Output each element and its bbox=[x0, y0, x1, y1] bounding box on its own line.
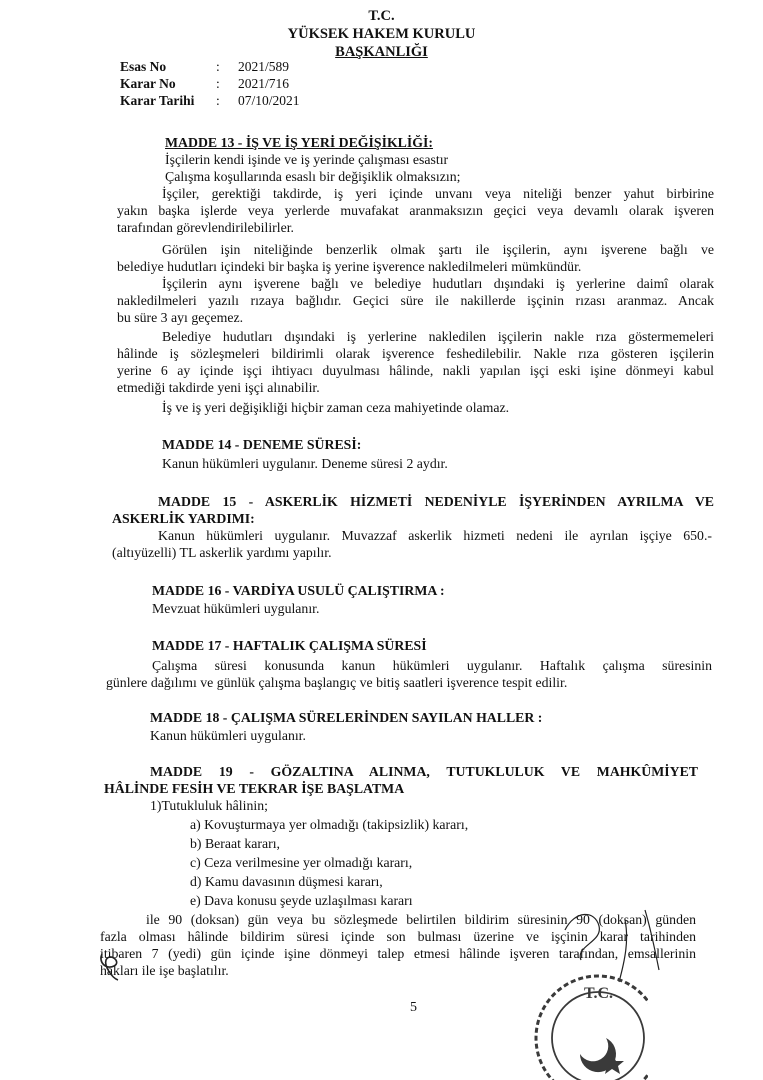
article-19-item-c: c) Ceza verilmesine yer olmadığı kararı, bbox=[190, 855, 413, 870]
article-13-line: hâlinde iş sözleşmeleri bildirimli olarak işverence feshedilebilir. Nakle rıza gösteren işçilerin bbox=[117, 346, 714, 361]
meta-key: Karar Tarihi bbox=[120, 93, 195, 108]
article-17-line: günlere dağılımı ve günlük çalışma başlangıç ve bitiş saatleri işverence tespit edilir. bbox=[106, 675, 568, 690]
article-17-title: MADDE 17 - HAFTALIK ÇALIŞMA SÜRESİ bbox=[152, 638, 427, 653]
header-institution: YÜKSEK HAKEM KURULU bbox=[287, 26, 476, 42]
handwritten-mark bbox=[96, 948, 136, 984]
article-19-item-e: e) Dava konusu şeyde uzlaşılması kararı bbox=[190, 893, 413, 908]
article-14-title: MADDE 14 - DENEME SÜRESİ: bbox=[162, 437, 362, 452]
article-13-line: nakledilmeleri yazılı rızaya bağlıdır. Geçici süre ile nakillerde işçinin rızası aranmaz. Ancak bbox=[117, 293, 714, 308]
article-13-line: İşçilerin kendi işinde ve iş yerinde çalışması esastır bbox=[165, 152, 449, 167]
meta-sep: : bbox=[216, 93, 220, 108]
article-13-line: Görülen işin niteliğinde benzerlik olmak şartı ile işçilerin, aynı işverene bağlı ve bbox=[162, 242, 714, 257]
article-19-paragraph-line: hakları ile işe başlatılır. bbox=[100, 963, 229, 978]
article-19-title: MADDE 19 - GÖZALTINA ALINMA, TUTUKLULUK VE MAHKÛMİYET bbox=[150, 764, 698, 779]
meta-row-karar bbox=[120, 75, 300, 92]
article-13-line: Belediye hudutları dışındaki iş yerlerine nakledilen işçilerin nakle rıza göstermemeleri bbox=[162, 329, 714, 344]
article-13-line: tarafından görevlendirilebilirler. bbox=[117, 220, 294, 235]
article-19-item-d: d) Kamu davasının düşmesi kararı, bbox=[190, 874, 383, 889]
article-13-line: bu süre 3 ayı geçemez. bbox=[117, 310, 244, 325]
page-number: 5 bbox=[410, 1000, 417, 1015]
article-15-title: MADDE 15 - ASKERLİK HİZMETİ NEDENİYLE İŞYERİNDEN AYRILMA VE bbox=[158, 494, 714, 509]
article-19-paragraph-line: itibaren 7 (yedi) gün içinde işine dönmeyi talep etmesi hâlinde işveren tarafından, emsallerinin bbox=[100, 946, 696, 961]
article-19-paragraph-line: fazla olması hâlinde bildirim süresi içinde son bulması üzerine ve işçinin karar tarihinden bbox=[100, 929, 696, 944]
meta-value: 07/10/2021 bbox=[238, 93, 300, 108]
article-15-line: Kanun hükümleri uygulanır. Muvazzaf askerlik hizmeti nedeni ile ayrılan işçiye 650.- bbox=[158, 528, 712, 543]
meta-key: Esas No bbox=[120, 59, 167, 74]
article-19-item-a: a) Kovuşturmaya yer olmadığı (takipsizlik) kararı, bbox=[190, 817, 469, 832]
article-19-line: 1)Tutukluluk hâlinin; bbox=[150, 798, 268, 813]
meta-row-esas bbox=[120, 58, 300, 75]
article-19-item-b: b) Beraat kararı, bbox=[190, 836, 281, 851]
article-13-line: yakın başka işlerde veya yerlerde muvafakat aranmaksızın geçici veya devamlı olarak işveren bbox=[117, 203, 714, 218]
article-13-line: İşçiler, gerektiği takdirde, iş yeri içinde unvanı veya niteliği benzer yahut birbirine bbox=[162, 186, 714, 201]
meta-value: 2021/589 bbox=[238, 59, 290, 74]
article-13-line: Çalışma koşullarında esaslı bir değişiklik olmaksızın; bbox=[165, 169, 461, 184]
article-13-line: etmediği takdirde yeni işçi alınabilir. bbox=[117, 380, 320, 395]
article-19-paragraph-line: ile 90 (doksan) gün veya bu sözleşmede belirtilen bildirim süresinin 90 (doksan) günden bbox=[146, 912, 696, 927]
article-14-line: Kanun hükümleri uygulanır. Deneme süresi 2 aydır. bbox=[162, 456, 448, 471]
article-16-title: MADDE 16 - VARDİYA USULÜ ÇALIŞTIRMA : bbox=[152, 583, 445, 598]
article-13-line: belediye hudutları içindeki bir başka iş yerine işverence nakledilmeleri mümkündür. bbox=[117, 259, 582, 274]
meta-sep: : bbox=[216, 76, 220, 91]
meta-key: Karar No bbox=[120, 76, 176, 91]
article-16-line: Mevzuat hükümleri uygulanır. bbox=[152, 601, 320, 616]
header-department: BAŞKANLIĞI bbox=[335, 44, 428, 60]
header-tc: T.C. bbox=[368, 8, 395, 24]
article-19-title-cont: HÂLİNDE FESİH VE TEKRAR İŞE BAŞLATMA bbox=[104, 781, 405, 796]
article-17-line: Çalışma süresi konusunda kanun hükümleri uygulanır. Haftalık çalışma süresinin bbox=[152, 658, 712, 673]
article-13-line: İş ve iş yeri değişikliği hiçbir zaman ceza mahiyetinde olamaz. bbox=[162, 400, 510, 415]
meta-sep: : bbox=[216, 59, 220, 74]
article-13-line: İşçilerin aynı işverene bağlı ve belediye hudutları dışındaki iş yerlerine daimî olarak bbox=[162, 276, 714, 291]
seal-text: T.C. bbox=[584, 985, 614, 1002]
article-15-title-cont: ASKERLİK YARDIMI: bbox=[112, 511, 255, 526]
article-13-title: MADDE 13 - İŞ VE İŞ YERİ DEĞİŞİKLİĞİ: bbox=[165, 135, 433, 150]
article-13-line: yerine 6 ay içinde işçi ihtiyacı duyulması hâlinde, nakli yapılan işçi eski işine dönmeyi kabul bbox=[117, 363, 714, 378]
official-seal bbox=[528, 958, 648, 1080]
meta-row-date bbox=[120, 92, 300, 109]
case-meta bbox=[120, 58, 300, 109]
article-18-title: MADDE 18 - ÇALIŞMA SÜRELERİNDEN SAYILAN HALLER : bbox=[150, 710, 543, 725]
article-15-line: (altıyüzelli) TL askerlik yardımı yapılır. bbox=[112, 545, 332, 560]
meta-value: 2021/716 bbox=[238, 76, 290, 91]
article-18-line: Kanun hükümleri uygulanır. bbox=[150, 728, 306, 743]
